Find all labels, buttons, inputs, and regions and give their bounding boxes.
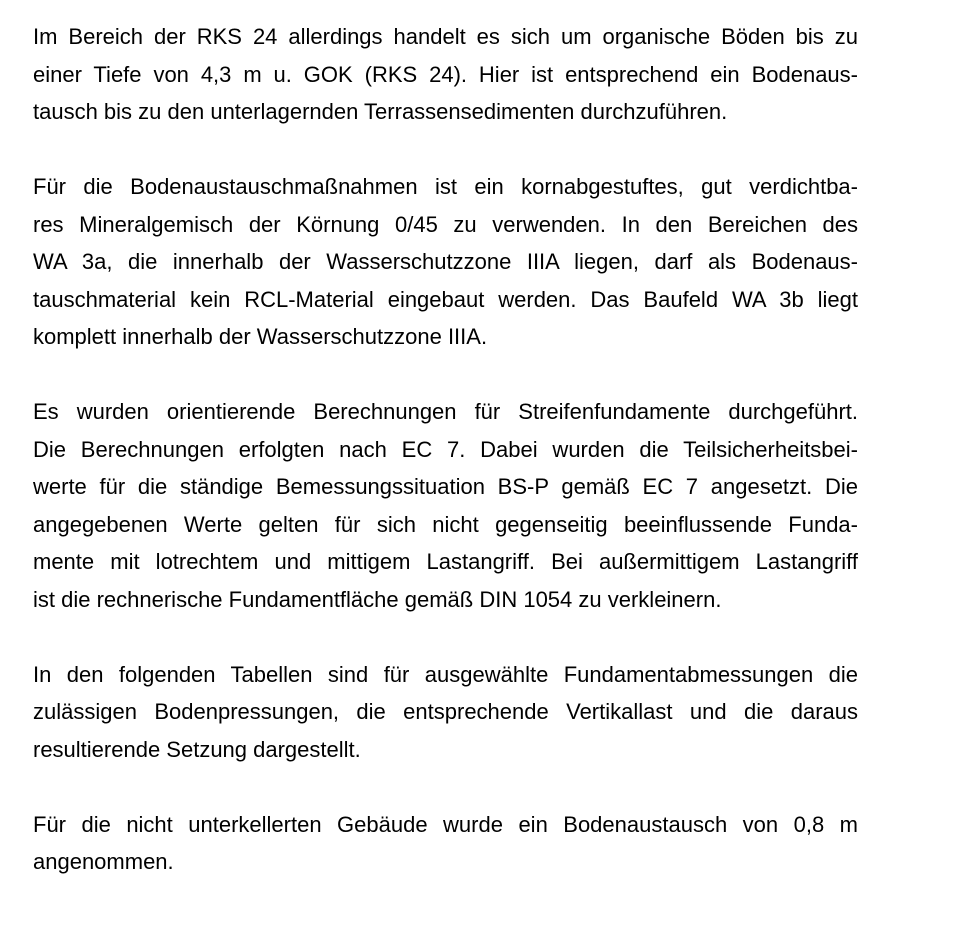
text-line: In den folgenden Tabellen sind für ausgewählte Fundamentabmessungen die (33, 661, 858, 687)
text-line: tausch bis zu den unterlagernden Terrassensedimenten durchzuführen. (33, 99, 728, 124)
text-line: Im Bereich der RKS 24 allerdings handelt es sich um organische Böden bis zu (33, 24, 858, 49)
text-line: res Mineralgemisch der Körnung 0/45 zu verwenden. In den Bereichen des (33, 211, 858, 237)
document-page (33, 18, 858, 918)
text-line: Die Berechnungen erfolgten nach EC 7. Dabei wurden die Teilsicherheitsbei- (33, 436, 858, 462)
text-line: ist die rechnerische Fundamentfläche gemäß DIN 1054 zu verkleinern. (33, 586, 722, 612)
text-line: Für die nicht unterkellerten Gebäude wurde ein Bodenaustausch von 0,8 m (33, 811, 858, 837)
text-line: angegebenen Werte gelten für sich nicht gegenseitig beeinflussende Funda- (33, 511, 858, 537)
text-line: WA 3a, die innerhalb der Wasserschutzzone IIIA liegen, darf als Bodenaus- (33, 249, 858, 274)
text-line: komplett innerhalb der Wasserschutzzone IIIA. (33, 324, 488, 349)
text-line: einer Tiefe von 4,3 m u. GOK (RKS 24). Hier ist entsprechend ein Bodenaus- (33, 61, 858, 87)
text-line: zulässigen Bodenpressungen, die entsprechende Vertikallast und die daraus (33, 699, 858, 724)
paragraph-rks24-organic-soils (33, 18, 858, 131)
paragraph-soil-replacement-material (33, 168, 858, 356)
text-line: mente mit lotrechtem und mittigem Lastangriff. Bei außermittigem Lastangriff (33, 549, 858, 574)
text-line: tauschmaterial kein RCL-Material eingebaut werden. Das Baufeld WA 3b liegt (33, 286, 858, 312)
text-line: Für die Bodenaustauschmaßnahmen ist ein kornabgestuftes, gut verdichtba- (33, 174, 858, 199)
paragraph-strip-foundation-calculations (33, 393, 858, 618)
text-line: angenommen. (33, 849, 174, 874)
text-line: Es wurden orientierende Berechnungen für Streifenfundamente durchgeführt. (33, 399, 858, 424)
paragraph-no-basement-assumption (33, 806, 858, 881)
text-line: werte für die ständige Bemessungssituation BS-P gemäß EC 7 angesetzt. Die (33, 474, 858, 499)
paragraph-tables-overview (33, 656, 858, 769)
text-line: resultierende Setzung dargestellt. (33, 736, 361, 762)
